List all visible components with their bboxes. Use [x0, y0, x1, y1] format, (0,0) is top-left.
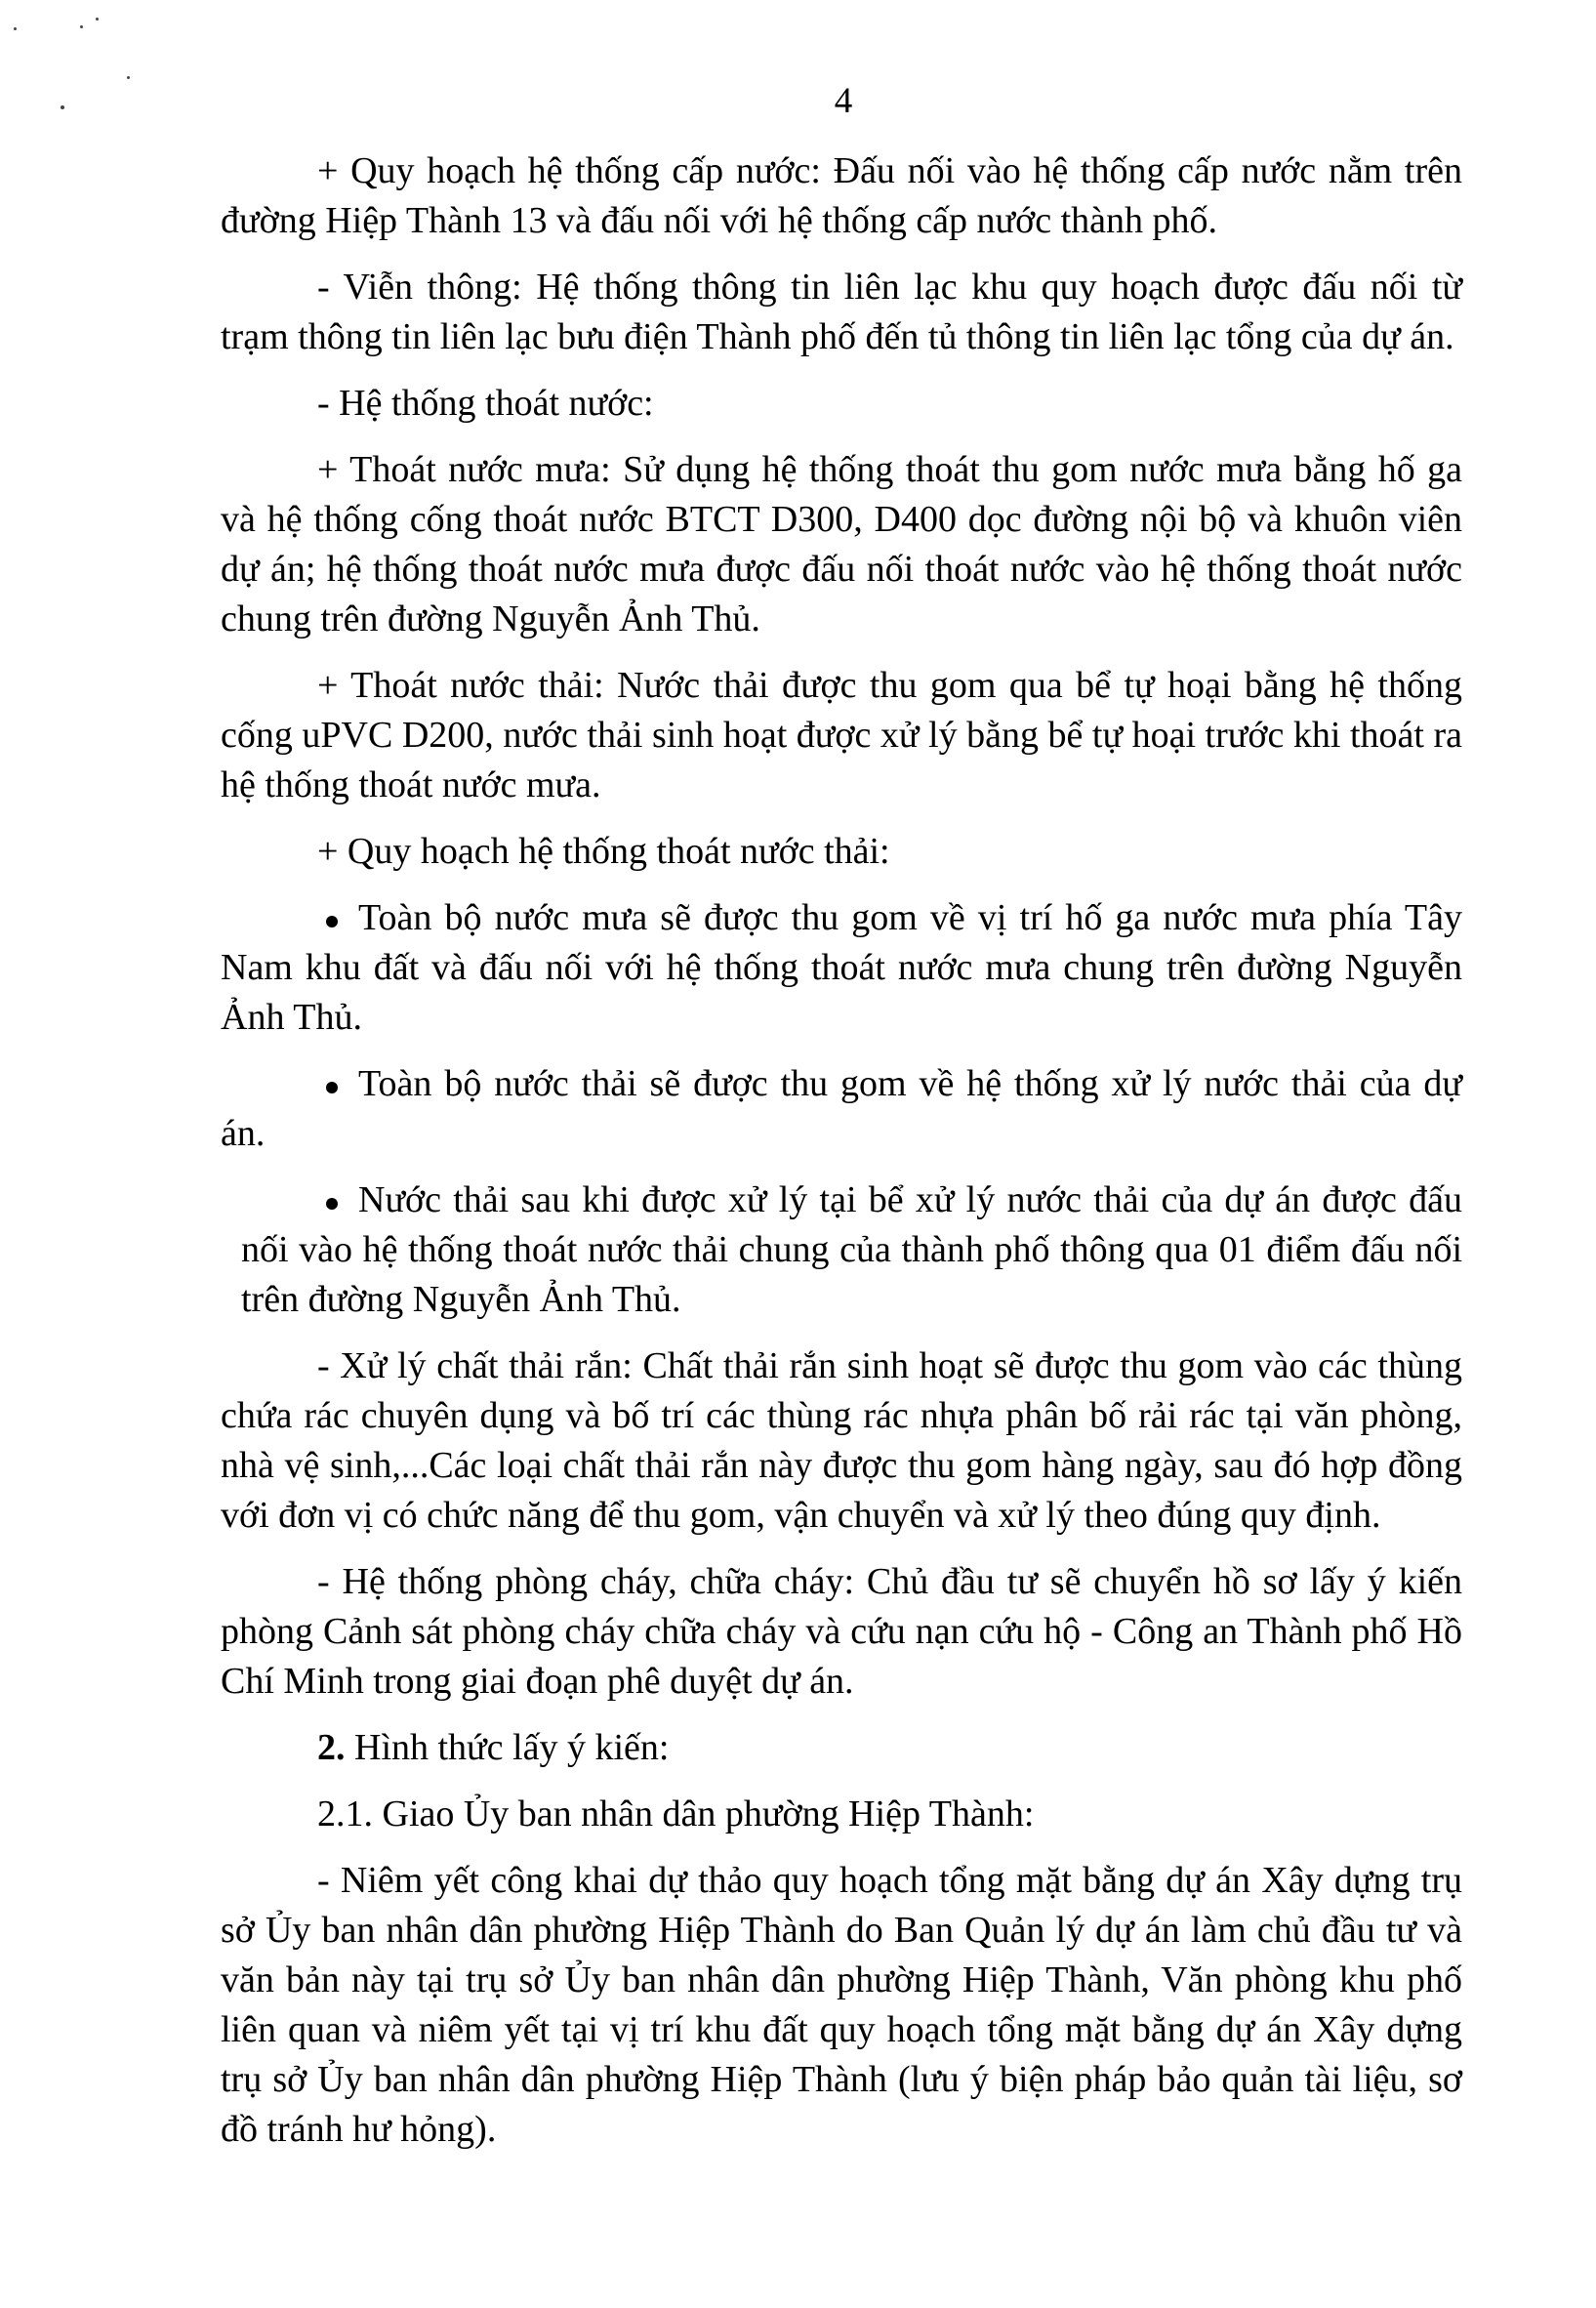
paragraph-public-posting: - Niêm yết công khai dự thảo quy hoạch tổng mặt bằng dự án Xây dựng trụ sở Ủy ban nhân dân phường Hiệp Thành do Ban Quản lý dự án làm chủ đầu tư và văn bản này tại trụ sở Ủy ban nhân dân phường Hiệp Thành, Văn phòng khu phố liên quan và niêm yết tại vị trí khu đất quy hoạch tổng mặt bằng dự án Xây dựng trụ sở Ủy ban nhân dân phường Hiệp Thành (lưu ý biện pháp bảo quản tài liệu, sơ đồ tránh hư hỏng). — [221, 1860, 1462, 2150]
bullet-text: Nước thải sau khi được xử lý tại bể xử lý nước thải của dự án được đấu nối vào hệ thống thoát nước thải chung của thành phố thông qua 01 điểm đấu nối trên đường Nguyễn Ảnh Thủ. — [241, 1179, 1462, 1320]
scan-speck — [96, 18, 99, 21]
section-title: Hình thức lấy ý kiến: — [354, 1727, 670, 1768]
document-body — [221, 146, 1462, 2159]
bullet-text: Toàn bộ nước mưa sẽ được thu gom về vị trí hố ga nước mưa phía Tây Nam khu đất và đấu nối với hệ thống thoát nước mưa chung trên đường Nguyễn Ảnh Thủ. — [221, 897, 1462, 1038]
bullet-text: Toàn bộ nước thải sẽ được thu gom về hệ thống xử lý nước thải của dự án. — [221, 1063, 1462, 1154]
page-number: 4 — [834, 81, 853, 121]
paragraph-wastewater-planning: + Quy hoạch hệ thống thoát nước thải: — [317, 831, 890, 872]
bullet-dot-icon — [326, 1082, 338, 1093]
paragraph-wastewater: + Thoát nước thải: Nước thải được thu gom qua bể tự hoại bằng hệ thống cống uPVC D200, nước thải sinh hoạt được xử lý bằng bể tự hoại trước khi thoát ra hệ thống thoát nước mưa. — [221, 665, 1462, 805]
bullet-item — [221, 1059, 1462, 1159]
paragraph-solid-waste: - Xử lý chất thải rắn: Chất thải rắn sinh hoạt sẽ được thu gom vào các thùng chứa rác chuyên dụng và bố trí các thùng rác nhựa phân bố rải rác tại văn phòng, nhà vệ sinh,...Các loại chất thải rắn này được thu gom hàng ngày, sau đó hợp đồng với đơn vị có chức năng để thu gom, vận chuyển và xử lý theo đúng quy định. — [221, 1345, 1462, 1536]
scan-speck — [80, 25, 83, 28]
bullet-dot-icon — [326, 916, 338, 927]
section-heading-2 — [221, 1723, 1462, 1773]
bullet-dot-icon — [326, 1198, 338, 1210]
paragraph-drainage-heading: - Hệ thống thoát nước: — [317, 383, 654, 424]
bullet-item — [221, 1175, 1462, 1325]
bullet-item — [221, 893, 1462, 1043]
paragraph-fire-protection: - Hệ thống phòng cháy, chữa cháy: Chủ đầu tư sẽ chuyển hồ sơ lấy ý kiến phòng Cảnh sát phòng cháy chữa cháy và cứu nạn cứu hộ - Công an Thành phố Hồ Chí Minh trong giai đoạn phê duyệt dự án. — [221, 1561, 1462, 1702]
scan-speck — [14, 27, 17, 30]
section-number: 2. — [317, 1727, 346, 1768]
paragraph-telecom: - Viễn thông: Hệ thống thông tin liên lạc khu quy hoạch được đấu nối từ trạm thông tin liên lạc bưu điện Thành phố đến tủ thông tin liên lạc tổng của dự án. — [221, 267, 1462, 357]
section-heading-2-1: 2.1. Giao Ủy ban nhân dân phường Hiệp Thành: — [317, 1793, 1035, 1834]
paragraph-water-supply: + Quy hoạch hệ thống cấp nước: Đấu nối vào hệ thống cấp nước nằm trên đường Hiệp Thành 13 và đấu nối với hệ thống cấp nước thành phố. — [221, 150, 1462, 241]
paragraph-rainwater: + Thoát nước mưa: Sử dụng hệ thống thoát thu gom nước mưa bằng hố ga và hệ thống cống thoát nước BTCT D300, D400 dọc đường nội bộ và khuôn viên dự án; hệ thống thoát nước mưa được đấu nối thoát nước vào hệ thống thoát nước chung trên đường Nguyễn Ảnh Thủ. — [221, 449, 1462, 639]
